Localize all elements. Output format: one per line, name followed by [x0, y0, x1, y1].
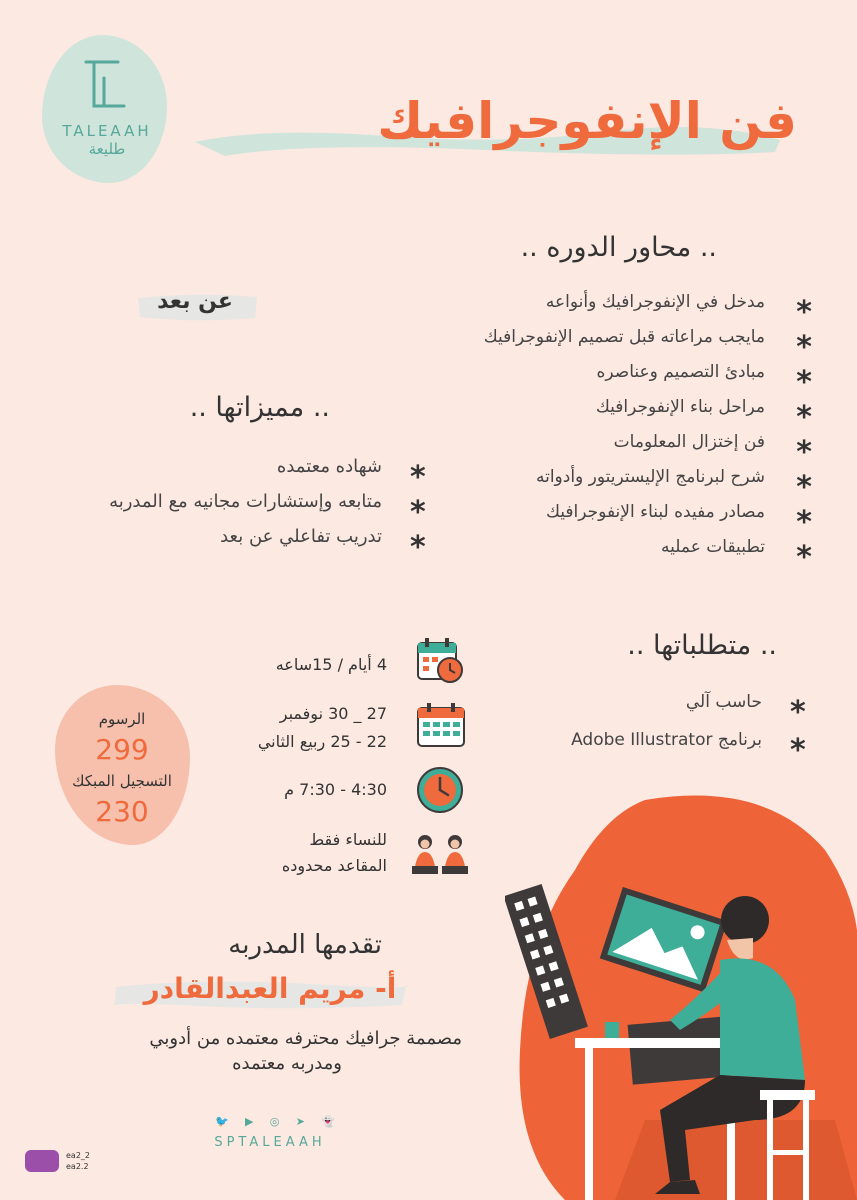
- asterisk-icon: *: [410, 495, 426, 530]
- trainer-desc-line1: مصممة جرافيك محترفه معتمده من أدوبي: [149, 1028, 462, 1049]
- dates-gregorian: 27 _ 30 نوفمبر: [279, 704, 387, 723]
- seats-text: المقاعد محدوده: [281, 856, 387, 875]
- asterisk-icon: *: [796, 295, 812, 330]
- requirements-heading: .. متطلباتها ..: [627, 630, 777, 661]
- twitter-icon[interactable]: 🐦: [215, 1115, 229, 1128]
- requirement-item: برنامج Adobe Illustrator: [571, 730, 762, 750]
- feature-item: متابعه وإستشارات مجانيه مع المدربه: [109, 491, 382, 512]
- requirement-item: حاسب آلي: [685, 692, 762, 712]
- partner-logo: [25, 1150, 59, 1172]
- early-fee-label: التسجيل المبكك: [72, 772, 172, 790]
- instagram-icon[interactable]: ◎: [269, 1115, 280, 1128]
- course-axis-item: مايجب مراعاته قبل تصميم الإنفوجرافيك: [483, 327, 765, 347]
- asterisk-icon: *: [796, 330, 812, 365]
- feature-item: شهاده معتمده: [276, 456, 382, 477]
- snapchat-icon[interactable]: 👻: [321, 1115, 335, 1128]
- trainer-intro: تقدمها المدربه: [228, 930, 382, 960]
- calendar-clock-icon: [415, 635, 465, 685]
- early-fee-value: 230: [95, 795, 149, 828]
- logo-text-ar: طليعة: [88, 140, 126, 158]
- footer-ref: ea2_2: [66, 1151, 91, 1160]
- duration-text: 4 أيام / 15ساعه: [275, 655, 387, 674]
- asterisk-icon: *: [790, 733, 806, 768]
- course-axis-item: تطبيقات عمليه: [661, 537, 765, 557]
- calendar-icon: [415, 700, 467, 750]
- mode-tag: عن بعد: [157, 289, 233, 314]
- logo-mark-icon: [78, 58, 130, 120]
- asterisk-icon: *: [410, 530, 426, 565]
- trainer-name: أ- مريم العبدالقادر: [143, 972, 397, 1005]
- asterisk-icon: *: [410, 460, 426, 495]
- features-heading: .. مميزاتها ..: [189, 392, 330, 423]
- trainer-desc-line2: ومدربه معتمده: [232, 1053, 342, 1074]
- course-axes-heading: .. محاور الدوره ..: [520, 232, 717, 263]
- course-axis-item: شرح لبرنامج الإليستريتور وأدواته: [535, 467, 765, 487]
- asterisk-icon: *: [796, 400, 812, 435]
- asterisk-icon: *: [796, 505, 812, 540]
- fee-value: 299: [95, 733, 149, 766]
- fee-label: الرسوم: [98, 710, 146, 728]
- women-icon: [408, 830, 472, 878]
- dates-hijri: 22 - 25 ربيع الثاني: [257, 732, 387, 751]
- audience-text: للنساء فقط: [309, 830, 387, 849]
- course-axis-item: مراحل بناء الإنفوجرافيك: [595, 397, 765, 417]
- footer-ref: ea2.2: [66, 1162, 89, 1171]
- youtube-icon[interactable]: ▶: [245, 1115, 254, 1128]
- course-axis-item: مدخل في الإنفوجرافيك وأنواعه: [545, 292, 765, 312]
- feature-item: تدريب تفاعلي عن بعد: [220, 526, 382, 547]
- course-axis-item: مصادر مفيده لبناء الإنفوجرافيك: [545, 502, 765, 522]
- social-handle: SPTALEAAH: [214, 1135, 326, 1150]
- asterisk-icon: *: [790, 695, 806, 730]
- telegram-icon[interactable]: ➤: [295, 1115, 305, 1128]
- time-text: 4:30 - 7:30 م: [284, 780, 387, 799]
- social-icons: [215, 1115, 335, 1128]
- asterisk-icon: *: [796, 540, 812, 575]
- footer-refs: [66, 1150, 90, 1172]
- clock-icon: [415, 765, 465, 815]
- asterisk-icon: *: [796, 365, 812, 400]
- course-axis-item: مبادئ التصميم وعناصره: [596, 362, 765, 382]
- course-axis-item: فن إختزال المعلومات: [613, 432, 765, 452]
- logo-text-en: TALEAAH: [62, 122, 152, 140]
- designer-illustration: [505, 790, 857, 1200]
- asterisk-icon: *: [796, 435, 812, 470]
- asterisk-icon: *: [796, 470, 812, 505]
- page-title: فن الإنفوجرافيك: [377, 92, 797, 150]
